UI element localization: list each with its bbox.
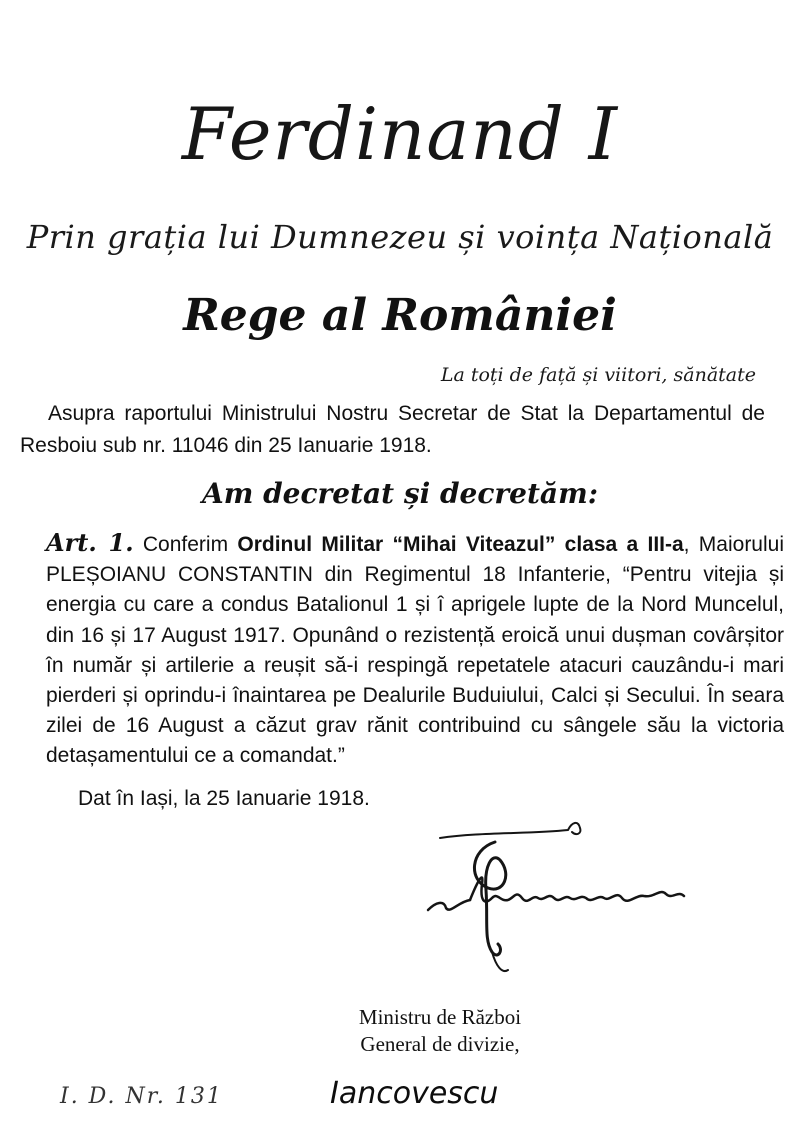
royal-signature xyxy=(400,810,720,980)
article-intro: Conferim xyxy=(142,533,229,556)
document-number: I. D. Nr. 131 xyxy=(60,1084,223,1109)
document-title: Ferdinand I xyxy=(181,92,619,176)
date-place-line: Dat în Iași, la 25 Ianuarie 1918. xyxy=(78,787,370,810)
greeting-line: La toți de față și viitori, sănătate xyxy=(440,364,756,386)
article-label: Art. 1. xyxy=(46,528,134,557)
minister-title: Ministru de Război xyxy=(358,1005,522,1029)
preamble-paragraph: Asupra raportului Ministrului Nostru Secretar de Stat la Departamentul de Resboiu sub nr. 11046 din 25 Ianuarie 1918. xyxy=(20,402,765,457)
royal-title: Rege al României xyxy=(183,290,617,341)
grace-formula: Prin grația lui Dumnezeu și voința Națională xyxy=(26,218,774,256)
article-paragraph xyxy=(46,528,784,772)
article-body: , Maiorului PLEȘOIANU CONSTANTIN din Regimentul 18 Infanterie, “Pentru vitejia și energia cu care a condus Batalionul 1 și î aprigele lupte de la Nord Muncelul, din 16 și 17 August 1917. Opunând o rezistență eroică unui dușman covârșitor în număr și artilerie a reușit să-i respingă repetatele atacuri cauzându-i mari pierderi și oprindu-i înaintarea pe Dealurile Buduiului, Calci și Secului. În seara zilei de 16 August a căzut grav rănit contribuind cu sângele său la victoria detașamentului ce a comandat.” xyxy=(46,533,784,768)
countersign-block xyxy=(280,1004,600,1058)
minister-rank: General de divizie, xyxy=(360,1032,520,1056)
decree-heading: Am decretat și decretăm: xyxy=(201,477,599,510)
order-name: Ordinul Militar “Mihai Viteazul” clasa a III-a xyxy=(237,533,684,556)
minister-name: Iancovescu xyxy=(330,1076,499,1111)
